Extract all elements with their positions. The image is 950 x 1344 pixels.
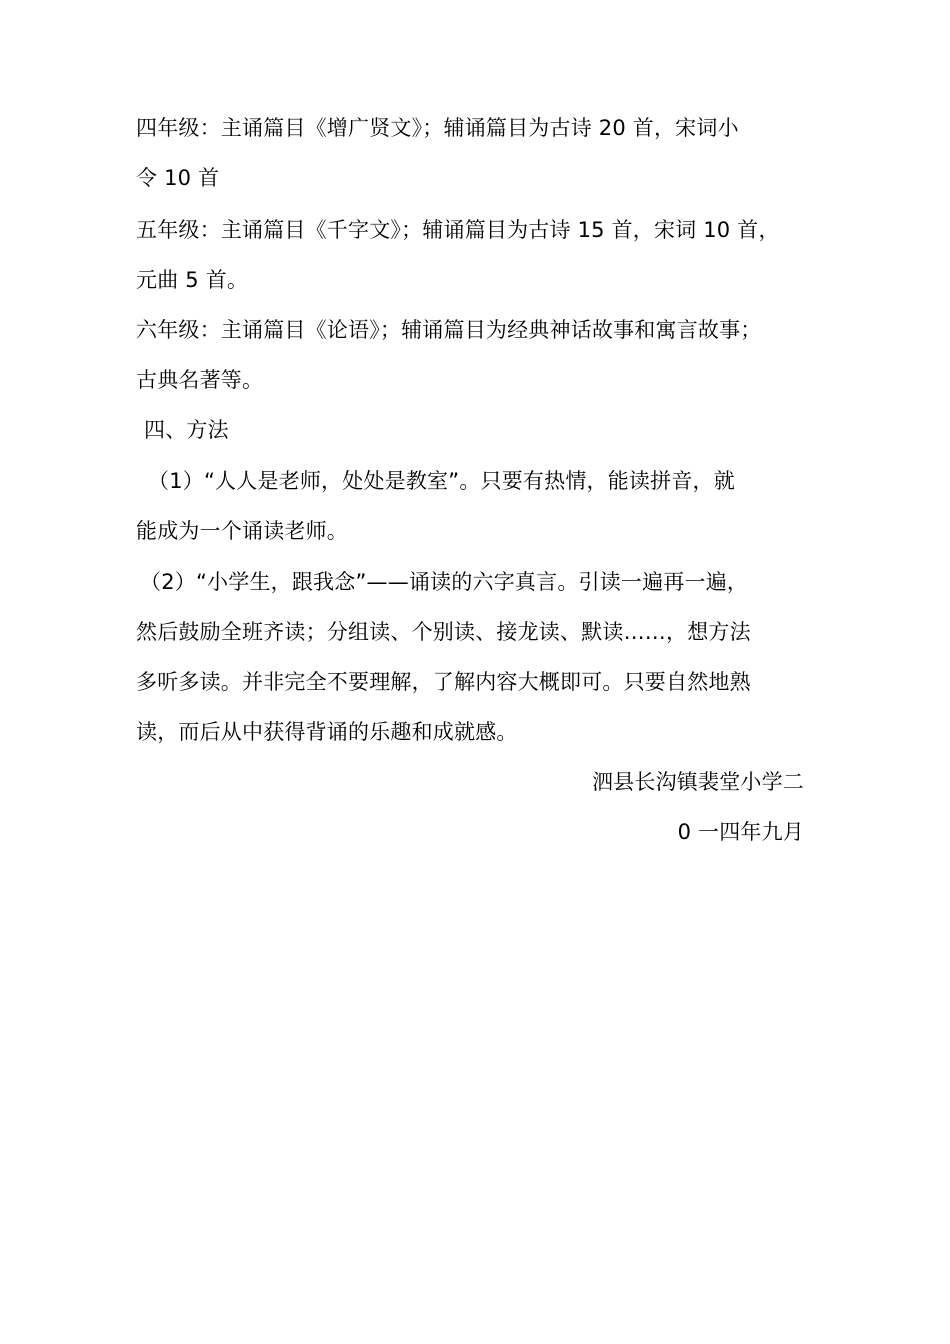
signature-date: 0 一四年九月 xyxy=(677,820,804,844)
grade-five-line-2: 元曲 5 首。 xyxy=(136,268,249,292)
grade-six-line-2: 古典名著等。 xyxy=(136,368,264,392)
method-one-line-1: （1）“人人是老师，处处是教室”。只要有热情，能读拼音，就 xyxy=(148,469,735,493)
method-two-line-1: （2）“小学生，跟我念”——诵读的六字真言。引读一遍再一遍， xyxy=(140,570,749,594)
grade-six-line-1: 六年级：主诵篇目《论语》；辅诵篇目为经典神话故事和寓言故事； xyxy=(136,318,762,342)
signature-school: 泗县长沟镇裴堂小学二 xyxy=(592,770,804,794)
grade-four-line-1: 四年级：主诵篇目《增广贤文》；辅诵篇目为古诗 20 首，宋词小 xyxy=(136,116,739,140)
grade-five-line-1: 五年级：主诵篇目《千字文》；辅诵篇目为古诗 15 首，宋词 10 首， xyxy=(136,218,780,242)
section-heading-methods: 四、方法 xyxy=(144,418,229,442)
method-two-line-2: 然后鼓励全班齐读；分组读、个别读、接龙读、默读……，想方法 xyxy=(136,620,751,644)
method-two-line-3: 多听多读。并非完全不要理解，了解内容大概即可。只要自然地熟 xyxy=(136,670,751,694)
grade-four-line-2: 令 10 首 xyxy=(136,166,220,190)
method-one-line-2: 能成为一个诵读老师。 xyxy=(136,519,348,543)
method-two-line-4: 读，而后从中获得背诵的乐趣和成就感。 xyxy=(136,720,518,744)
